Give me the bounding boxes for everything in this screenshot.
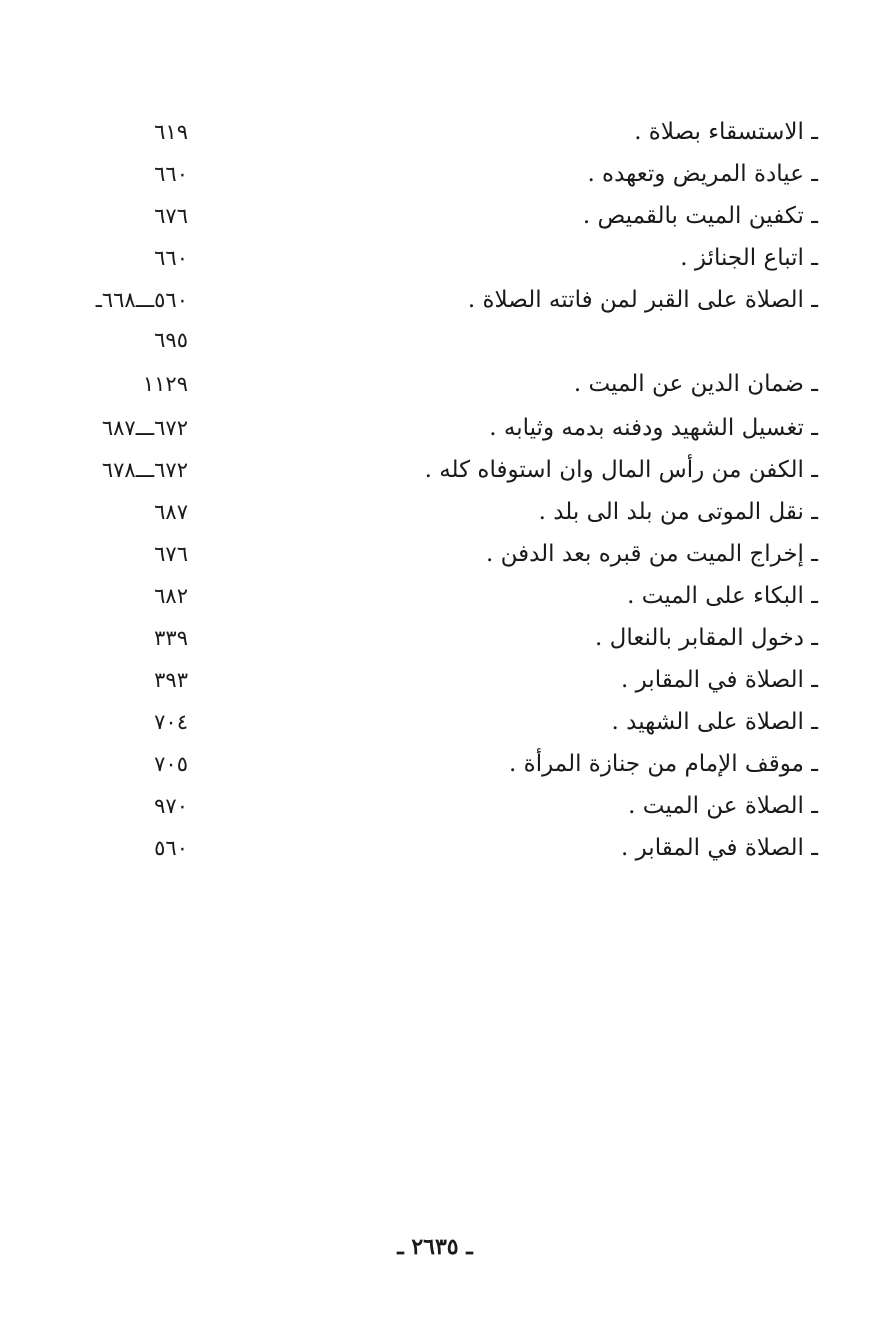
entry-page-number: ٦٦٠ [154, 246, 188, 270]
index-entry [0, 322, 870, 358]
index-entry [0, 452, 870, 488]
entry-page-number: ٦١٩ [154, 120, 188, 144]
entry-page-number: ٩٧٠ [154, 794, 188, 818]
entry-page-number: ٣٩٣ [154, 668, 188, 692]
index-entry [0, 240, 870, 276]
entry-page-number: ٧٠٤ [154, 710, 188, 734]
entry-page-number: ٦٧٦ [154, 204, 188, 228]
entry-page-number: ٧٠٥ [154, 752, 188, 776]
entry-title: ـ ضمان الدين عن الميت . [573, 371, 818, 397]
index-entry [0, 578, 870, 614]
entry-title: ـ الصلاة على الشهيد . [611, 709, 818, 735]
entry-title: ـ اتباع الجنائز . [680, 245, 818, 271]
index-entry [0, 114, 870, 150]
entry-title: ـ الصلاة على القبر لمن فاتته الصلاة . [467, 287, 818, 313]
entry-page-number: ٦٧٢ـــ٦٨٧ [101, 416, 188, 440]
index-entry [0, 282, 870, 318]
index-entry [0, 536, 870, 572]
page-number: ـ ٢٦٣٥ ـ [397, 1234, 473, 1260]
entry-title: ـ إخراج الميت من قبره بعد الدفن . [485, 541, 818, 567]
entry-title: ـ نقل الموتى من بلد الى بلد . [538, 499, 818, 525]
index-entry [0, 366, 870, 402]
entry-page-number: ٥٦٠ [154, 836, 188, 860]
entry-title: ـ البكاء على الميت . [627, 583, 818, 609]
index-entry [0, 410, 870, 446]
entry-page-number: ٦٦٠ [154, 162, 188, 186]
index-entry [0, 494, 870, 530]
entry-page-number: ٣٣٩ [154, 626, 188, 650]
entry-title: ـ تكفين الميت بالقميص . [582, 203, 818, 229]
entry-page-number: ٦٧٢ـــ٦٧٨ [101, 458, 188, 482]
entry-title: ـ تغسيل الشهيد ودفنه بدمه وثيابه . [489, 415, 818, 441]
entry-title: ـ الصلاة في المقابر . [620, 835, 818, 861]
index-entry [0, 620, 870, 656]
entry-page-number: ٦٨٧ [154, 500, 188, 524]
index-entry [0, 788, 870, 824]
index-entry [0, 704, 870, 740]
index-entry [0, 830, 870, 866]
entry-title: ـ موقف الإمام من جنازة المرأة . [509, 751, 818, 777]
entry-title: ـ الصلاة عن الميت . [628, 793, 818, 819]
index-entry [0, 746, 870, 782]
entry-title: ـ عيادة المريض وتعهده . [587, 161, 818, 187]
entry-title: ـ دخول المقابر بالنعال . [595, 625, 818, 651]
index-entry [0, 198, 870, 234]
entry-page-number: ٥٦٠ـــ٦٦٨ـ [95, 288, 188, 312]
entry-page-number: ١١٢٩ [142, 372, 188, 396]
entry-page-number: ٦٩٥ [154, 328, 188, 352]
index-entry [0, 662, 870, 698]
entry-page-number: ٦٨٢ [154, 584, 188, 608]
entry-title: ـ الكفن من رأس المال وان استوفاه كله . [424, 457, 818, 483]
entry-title: ـ الاستسقاء بصلاة . [634, 119, 818, 145]
entry-title: ـ الصلاة في المقابر . [620, 667, 818, 693]
index-entry [0, 156, 870, 192]
entry-page-number: ٦٧٦ [154, 542, 188, 566]
